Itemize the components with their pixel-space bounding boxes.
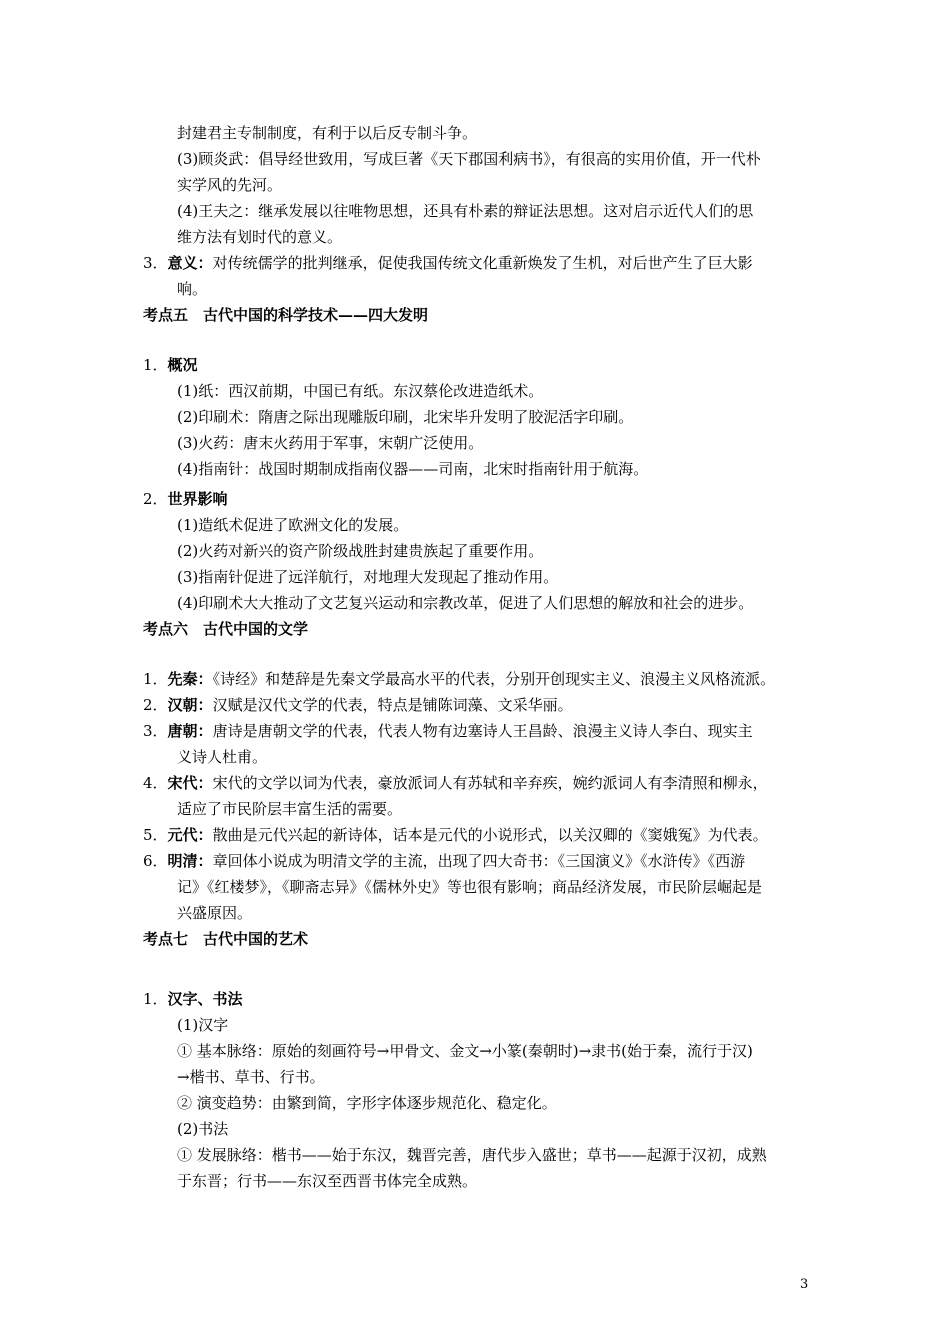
line-text: (4)指南针：战国时期制成指南仪器——司南，北宋时指南针用于航海。 bbox=[177, 460, 649, 478]
text-line bbox=[177, 1172, 477, 1190]
text-line bbox=[177, 1094, 557, 1112]
text-line bbox=[177, 748, 267, 766]
line-text: (1)汉字 bbox=[177, 1016, 229, 1034]
text-line bbox=[177, 1042, 753, 1060]
line-text: 封建君主专制制度，有利于以后反专制斗争。 bbox=[177, 124, 478, 142]
text-line bbox=[177, 280, 207, 298]
item-text: 唐诗是唐朝文学的代表，代表人物有边塞诗人王昌龄、浪漫主义诗人李白、现实主 bbox=[212, 722, 753, 740]
item-number: 2． bbox=[143, 696, 168, 714]
text-line bbox=[177, 460, 648, 478]
numbered-item bbox=[143, 990, 243, 1008]
line-text: 响。 bbox=[177, 280, 208, 298]
item-keyword: 宋代： bbox=[167, 774, 213, 792]
item-keyword: 概况 bbox=[167, 356, 198, 374]
text-line bbox=[177, 878, 762, 896]
line-text: (3)火药：唐末火药用于军事，宋朝广泛使用。 bbox=[177, 434, 484, 452]
line-text: ① 基本脉络：原始的刻画符号→甲骨文、金文→小篆(秦朝时)→隶书(始于秦，流行于汉) bbox=[177, 1042, 753, 1060]
section-heading-text: 考点七 古代中国的艺术 bbox=[143, 930, 309, 948]
line-text: (2)书法 bbox=[177, 1120, 229, 1138]
text-line bbox=[177, 1016, 228, 1034]
text-line bbox=[177, 408, 633, 426]
item-number: 4． bbox=[143, 774, 168, 792]
line-text: 于东晋；行书——东汉至西晋书体完全成熟。 bbox=[177, 1172, 478, 1190]
item-keyword: 先秦： bbox=[167, 670, 213, 688]
numbered-item bbox=[143, 670, 775, 688]
line-text: 实学风的先河。 bbox=[177, 176, 283, 194]
item-text: 章回体小说成为明清文学的主流，出现了四大奇书：《三国演义》《水浒传》《西游 bbox=[212, 852, 746, 870]
item-text: 对传统儒学的批判继承，促使我国传统文化重新焕发了生机，对后世产生了巨大影 bbox=[212, 254, 753, 272]
text-line bbox=[177, 202, 753, 220]
item-number: 6． bbox=[143, 852, 168, 870]
numbered-item bbox=[143, 774, 768, 792]
section-heading-text: 考点五 古代中国的科学技术——四大发明 bbox=[143, 306, 429, 324]
text-line bbox=[177, 1120, 228, 1138]
line-text: (2)火药对新兴的资产阶级战胜封建贵族起了重要作用。 bbox=[177, 542, 544, 560]
line-text: (3)指南针促进了远洋航行，对地理大发现起了推动作用。 bbox=[177, 568, 559, 586]
text-line bbox=[177, 800, 402, 818]
numbered-item bbox=[143, 356, 198, 374]
numbered-item bbox=[143, 254, 753, 272]
item-number: 1． bbox=[143, 990, 168, 1008]
item-text: 宋代的文学以词为代表，豪放派词人有苏轼和辛弃疾，婉约派词人有李清照和柳永， bbox=[212, 774, 768, 792]
line-text: 义诗人杜甫。 bbox=[177, 748, 268, 766]
line-text: 维方法有划时代的意义。 bbox=[177, 228, 343, 246]
line-text: (1)造纸术促进了欧洲文化的发展。 bbox=[177, 516, 409, 534]
item-number: 1． bbox=[143, 356, 168, 374]
line-text: 记》《红楼梦》，《聊斋志异》《儒林外史》等也很有影响；商品经济发展，市民阶层崛起是 bbox=[177, 878, 763, 896]
line-text: (3)顾炎武：倡导经世致用，写成巨著《天下郡国利病书》，有很高的实用价值，开一代朴 bbox=[177, 150, 761, 168]
item-keyword: 元代： bbox=[167, 826, 213, 844]
line-text: 适应了市民阶层丰富生活的需要。 bbox=[177, 800, 403, 818]
line-text: (1)纸：西汉前期，中国已有纸。东汉蔡伦改进造纸术。 bbox=[177, 382, 544, 400]
numbered-item bbox=[143, 722, 753, 740]
numbered-item bbox=[143, 490, 228, 508]
text-line bbox=[177, 150, 761, 168]
item-text: 散曲是元代兴起的新诗体，话本是元代的小说形式，以关汉卿的《窦娥冤》为代表。 bbox=[212, 826, 768, 844]
text-line bbox=[177, 382, 543, 400]
text-line bbox=[177, 568, 558, 586]
item-number: 3． bbox=[143, 254, 168, 272]
item-keyword: 唐朝： bbox=[167, 722, 213, 740]
text-line bbox=[177, 1068, 325, 1086]
item-keyword: 意义： bbox=[167, 254, 213, 272]
text-line bbox=[177, 1146, 767, 1164]
text-line bbox=[177, 434, 483, 452]
text-line bbox=[177, 904, 252, 922]
numbered-item bbox=[143, 826, 768, 844]
item-text: 汉赋是汉代文学的代表，特点是铺陈词藻、文采华丽。 bbox=[212, 696, 573, 714]
item-keyword: 汉朝： bbox=[167, 696, 213, 714]
text-line bbox=[177, 228, 342, 246]
section-heading bbox=[143, 620, 308, 638]
numbered-item bbox=[143, 852, 745, 870]
text-line bbox=[177, 124, 477, 142]
item-number: 2． bbox=[143, 490, 168, 508]
line-text: →楷书、草书、行书。 bbox=[177, 1068, 325, 1086]
section-heading-text: 考点六 古代中国的文学 bbox=[143, 620, 309, 638]
text-line bbox=[177, 542, 543, 560]
section-heading bbox=[143, 930, 308, 948]
line-text: (2)印刷术：隋唐之际出现雕版印刷，北宋毕升发明了胶泥活字印刷。 bbox=[177, 408, 634, 426]
item-keyword: 明清： bbox=[167, 852, 213, 870]
text-line bbox=[177, 176, 282, 194]
line-text: ① 发展脉络：楷书——始于东汉，魏晋完善，唐代步入盛世；草书——起源于汉初，成熟 bbox=[177, 1146, 767, 1164]
line-text: (4)印刷术大大推动了文艺复兴运动和宗教改革，促进了人们思想的解放和社会的进步。 bbox=[177, 594, 754, 612]
item-keyword: 世界影响 bbox=[167, 490, 228, 508]
line-text: ② 演变趋势：由繁到简，字形字体逐步规范化、稳定化。 bbox=[177, 1094, 557, 1112]
section-heading bbox=[143, 306, 428, 324]
page-number: 3 bbox=[800, 1277, 809, 1292]
item-text: 《诗经》和楚辞是先秦文学最高水平的代表，分别开创现实主义、浪漫主义风格流派。 bbox=[212, 670, 776, 688]
numbered-item bbox=[143, 696, 573, 714]
item-number: 1． bbox=[143, 670, 168, 688]
line-text: (4)王夫之：继承发展以往唯物思想，还具有朴素的辩证法思想。这对启示近代人们的思 bbox=[177, 202, 754, 220]
item-keyword: 汉字、书法 bbox=[167, 990, 243, 1008]
line-text: 兴盛原因。 bbox=[177, 904, 253, 922]
text-line bbox=[177, 594, 753, 612]
text-line bbox=[177, 516, 408, 534]
item-number: 5． bbox=[143, 826, 168, 844]
item-number: 3． bbox=[143, 722, 168, 740]
